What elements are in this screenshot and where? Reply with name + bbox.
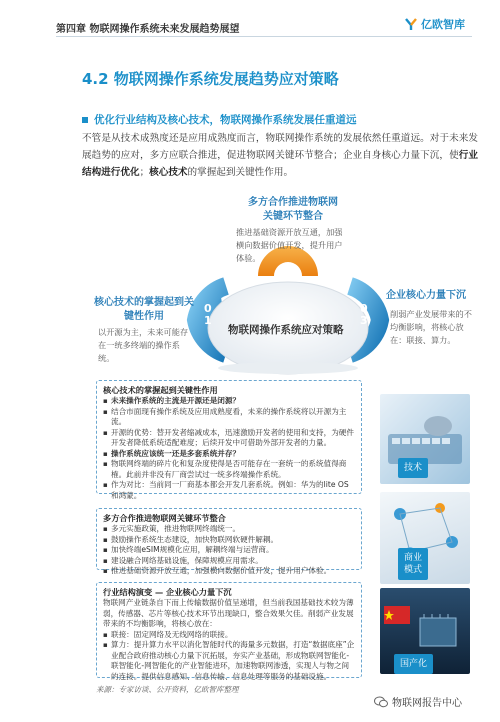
logo-text: 亿欧智库 xyxy=(421,18,465,31)
list-item: ▪ 操作系统应该统一还是多套系统并存？ xyxy=(103,449,355,460)
number-01: 01 xyxy=(204,302,212,327)
para-text-1: 不管是从技术成熟度还是应用成熟度而言，物联网操作系统的发展依然任重道远。对于未来发展趋势的应对，多方应联合推进，促进物联网关键环节整合；企业自身核心力量下沉，使 xyxy=(82,133,478,161)
list-item: ▪ 作为对比：当前同一厂商基本都会开发几套系统。例如：华为的lite OS和鸿蒙。 xyxy=(103,480,355,501)
localization-badge: 国产化 xyxy=(394,654,433,674)
logo-icon xyxy=(404,17,418,31)
watermark-text: 物联网报告中心 xyxy=(392,698,462,709)
integration-box xyxy=(96,508,362,575)
industry-structure-paragraph: 物联网产业链条自下而上传输数据价值呈递增，但当前我国基础技术较为薄弱，传感器、芯片等核心技术环节出现缺口，整合效果欠佳。削弱产业发展带来的不均衡影响，将核心放在： xyxy=(103,598,354,628)
para-bold-1: 行业结构进行优化 xyxy=(82,150,479,178)
list-item: ▪ 推进基础资源开放互通，加强横向数据价值开发，提升用户体验。 xyxy=(103,566,355,577)
header-divider xyxy=(56,36,472,37)
integration-title: 多方合作推进物联网关键环节整合 xyxy=(103,513,226,523)
business-model-badge: 商业 模式 xyxy=(398,548,428,580)
top-node-title: 多方合作推进物联网关键环节整合 xyxy=(248,197,338,222)
list-item: ▪ 开源的优势：替开发者缩减成本，迅速激励开发者的使用和支持，为硬件开发者降低系统适配难度；后续开发中可借助外部开发者的力量。 xyxy=(103,428,355,449)
watermark xyxy=(374,694,462,709)
chapter-header: 第四章 物联网操作系统未来发展趋势展望 xyxy=(56,24,240,35)
list-item: ▪ 加快终端eSIM规模化应用，解耦终端与运营商。 xyxy=(103,545,355,556)
subsection-heading xyxy=(82,112,357,127)
left-node-text: 以开源为主，未来可能存在一统多终端的操作系统。 xyxy=(98,327,189,363)
industry-structure-box xyxy=(96,582,362,681)
number-02: 02 xyxy=(278,263,294,276)
para-bold-2: 核心技术 xyxy=(149,167,188,178)
number-03: 03 xyxy=(360,302,368,327)
right-node-text: 削弱产业发展带来的不均衡影响，将核心放在：联接、算力。 xyxy=(390,309,472,345)
para-text-2: ； xyxy=(139,167,150,178)
bullet-square-icon xyxy=(82,117,88,123)
core-tech-title-label: 核心技术的掌握起到关键性作用 xyxy=(103,385,218,395)
list-item: ▪ 算力：提升算力水平以消化智能时代的海量多元数据，打造“数据底座”企业配合政府推动核心力量下沉拓展，夯实产业基础，形成物联网智能化-联智能化-网智能化的产业智能进环，加速物联网渗透，实现人与物之间的连接。提供信息感知、信息传输、信息处理等服务的基础设施。 xyxy=(103,640,355,682)
list-item: ▪ 建设融合网络基础设施，保障规模应用需求。 xyxy=(103,556,355,567)
list-item: ▪ 鼓励操作系统生态建设，加快物联网软硬件解耦。 xyxy=(103,535,355,546)
list-item: ▪ 结合市面现有操作系统及应用成熟度看，未来的操作系统将以开源为主流。 xyxy=(103,407,355,428)
section-title: 4.2 物联网操作系统发展趋势应对策略 xyxy=(82,70,339,88)
industry-structure-title: 行业结构演变 — 企业核心力量下沉 xyxy=(103,587,232,597)
right-node-title: 企业核心力量下沉 xyxy=(386,290,466,301)
wechat-icon xyxy=(374,696,388,708)
subsection-title: 优化行业结构及核心技术，物联网操作系统发展任重道远 xyxy=(94,114,357,126)
top-node-text: 推进基础资源开放互通，加强横向数据价值开发，提升用户体验。 xyxy=(236,227,343,263)
tech-badge: 技术 xyxy=(398,458,428,478)
logo xyxy=(404,16,465,32)
core-tech-title xyxy=(103,385,355,396)
list-item: ▪ 多元实施政策，推进物联网终端统一。 xyxy=(103,524,355,535)
list-item: ▪ 未来操作系统的主流是开源还是闭源？ xyxy=(103,396,355,407)
left-node-title: 核心技术的掌握起到关键性作用 xyxy=(94,297,194,322)
intro-paragraph xyxy=(82,130,478,181)
para-text-3: 的掌握起到关键性作用。 xyxy=(187,167,294,178)
list-item: ▪ 联接：固定网络及无线网络的联接。 xyxy=(103,630,355,641)
list-item: ▪ 物联网终端的碎片化和复杂度使得是否可能存在一套统一的系统值得商榷。此前并非没有厂商尝试过一统多终端操作系统。 xyxy=(103,459,355,480)
source-note: 来源：专家访谈、公开资料，亿欧智库整理 xyxy=(96,685,239,694)
center-label: 物联网操作系统应对策略 xyxy=(228,324,344,336)
core-tech-box xyxy=(96,380,362,500)
